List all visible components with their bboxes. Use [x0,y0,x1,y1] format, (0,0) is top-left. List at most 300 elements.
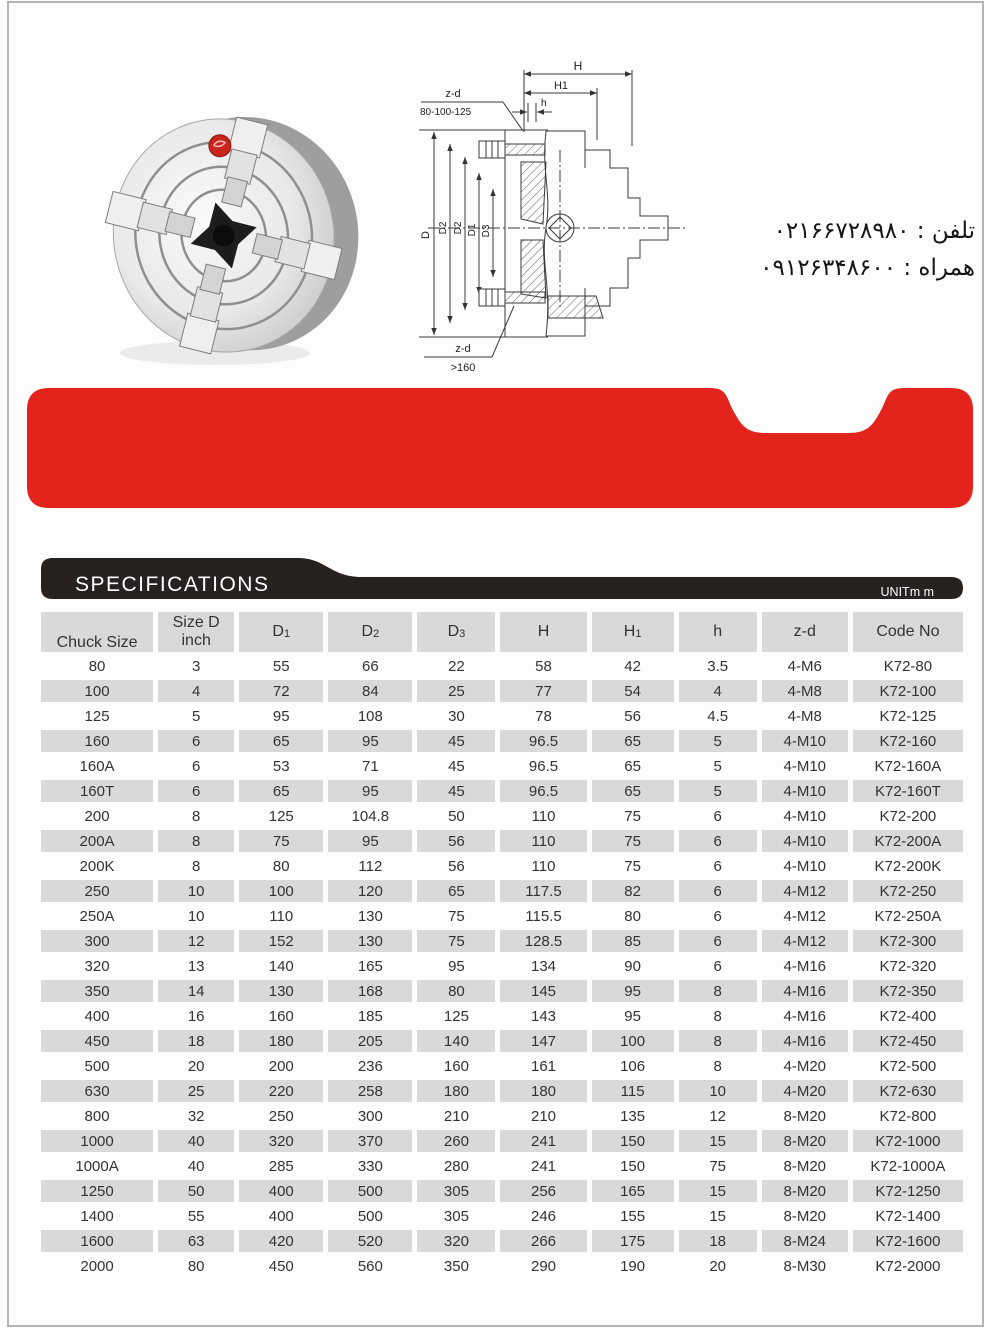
column-header: Size D inch [158,612,234,652]
table-cell: 75 [592,830,674,852]
table-cell: 370 [328,1130,412,1152]
table-cell: 305 [443,1207,469,1225]
table-cell: 160 [443,1057,469,1075]
table-cell: K72-160T [853,780,963,802]
table-cell: 4.5 [707,707,729,725]
table-cell: 100 [239,880,323,902]
table-cell: 1000A [75,1157,119,1175]
table-cell: 236 [357,1057,383,1075]
table-cell: 160T [41,780,153,802]
table-cell: 6 [158,730,234,752]
column-header: Chuck Size [41,612,153,652]
table-cell: 117.5 [500,880,586,902]
table-cell: 65 [239,780,323,802]
table-cell: 16 [187,1007,205,1025]
table-row [41,855,963,877]
spec-table-wrap [36,609,968,1280]
table-cell: 5 [679,780,757,802]
table-cell: 130 [239,980,323,1002]
table-cell: 112 [358,857,383,875]
table-cell: 8 [191,857,201,875]
table-cell: 6 [713,907,722,925]
table-cell: 53 [272,757,290,775]
table-cell: 285 [268,1157,294,1175]
table-cell: 6 [679,830,757,852]
dim-label-D1: D1 [467,223,478,237]
table-cell: 100 [41,680,153,702]
table-cell: 1250 [41,1180,153,1202]
table-row [41,880,963,902]
table-cell: 800 [84,1107,110,1125]
table-cell: 250A [79,907,115,925]
table-row [41,1055,963,1077]
table-cell: 42 [624,657,641,675]
column-header: z-d [762,612,848,652]
table-cell: 115.5 [525,907,562,925]
table-cell: 520 [328,1230,412,1252]
table-cell: 78 [535,707,552,725]
table-cell: 10 [158,880,234,902]
table-cell: 8-M20 [762,1130,848,1152]
table-cell: 110 [500,830,586,852]
dim-label-H1: H1 [553,80,569,92]
phone-line: تلفن : ۰۲۱۶۶۷۲۸۹۸۰ [773,218,975,244]
table-cell: 50 [158,1180,234,1202]
table-cell: K72-200A [853,830,963,852]
table-cell: 95 [448,957,465,975]
table-cell: 180 [500,1080,586,1102]
table-cell: 106 [620,1057,646,1075]
table-cell: 65 [592,730,674,752]
table-cell: 134 [531,957,557,975]
table-cell: K72-320 [879,957,937,975]
table-cell: 50 [448,807,465,825]
table-cell: 45 [417,730,495,752]
table-cell: 82 [592,880,674,902]
specifications-title: SPECIFICATIONS [75,573,270,596]
table-cell: K72-2000 [875,1257,941,1275]
table-cell: K72-100 [853,680,963,702]
table-cell: 20 [709,1257,727,1275]
table-cell: 65 [239,730,323,752]
dim-label-D: D [420,231,432,239]
table-cell: 56 [417,830,495,852]
table-cell: 8-M30 [783,1257,827,1275]
table-row [41,805,963,827]
table-cell: 168 [328,980,412,1002]
table-cell: 5 [191,707,201,725]
table-row [41,1180,963,1202]
table-cell: 500 [84,1057,110,1075]
table-cell: K72-630 [853,1080,963,1102]
table-row [41,830,963,852]
table-cell: 4-M20 [783,1057,827,1075]
table-cell: 128.5 [500,930,586,952]
table-cell: 95 [592,980,674,1002]
table-cell: 6 [679,930,757,952]
table-cell: 84 [328,680,412,702]
table-cell: 18 [158,1030,234,1052]
zd-top-label: z-d [445,88,461,100]
table-cell: 8-M20 [762,1180,848,1202]
table-cell: 4-M20 [762,1080,848,1102]
table-cell: 100 [592,1030,674,1052]
dim-label-D2-inner: D2 [453,221,464,235]
table-cell: 500 [328,1180,412,1202]
table-cell: 320 [417,1230,495,1252]
table-cell: 75 [709,1157,727,1175]
table-cell: 54 [592,680,674,702]
table-row [41,1255,963,1277]
column-header: Code No [853,612,963,652]
table-cell: 40 [158,1130,234,1152]
table-cell: 160 [41,730,153,752]
table-cell: 400 [84,1007,110,1025]
contact-block [600,213,975,287]
table-cell: 56 [448,857,465,875]
table-row [41,1155,963,1177]
table-cell: 8 [158,830,234,852]
table-cell: 300 [357,1107,383,1125]
table-cell: K72-350 [853,980,963,1002]
table-cell: 2000 [80,1257,114,1275]
table-cell: 5 [713,757,722,775]
table-cell: 63 [158,1230,234,1252]
table-cell: 3 [191,657,201,675]
column-header: $H_1$ [592,612,674,652]
table-cell: 8 [191,807,201,825]
table-cell: 320 [239,1130,323,1152]
table-cell: 4-M12 [762,880,848,902]
column-header: $D_1$ [239,612,323,652]
table-cell: 400 [268,1207,294,1225]
spec-table [36,609,968,1280]
table-cell: 75 [624,857,641,875]
column-header: H [500,612,586,652]
table-cell: 147 [500,1030,586,1052]
table-body [41,655,963,1277]
table-cell: 13 [187,957,205,975]
table-cell: 266 [500,1230,586,1252]
table-cell: 185 [357,1007,383,1025]
dim-label-H: H [573,59,583,73]
table-cell: 320 [84,957,110,975]
dim-label-D3: D3 [481,224,492,238]
table-cell: 12 [709,1107,727,1125]
table-cell: 5 [679,730,757,752]
chuck-photo [90,88,392,374]
table-cell: 350 [41,980,153,1002]
table-row [41,705,963,727]
table-cell: 110 [531,857,556,875]
table-row [41,780,963,802]
table-cell: 4-M12 [762,930,848,952]
table-cell: 200 [268,1057,294,1075]
dim-label-D2-outer: D2 [438,221,449,235]
table-row [41,755,963,777]
table-cell: 65 [592,780,674,802]
table-cell: 140 [417,1030,495,1052]
table-cell: 30 [448,707,465,725]
table-cell: 4-M10 [762,780,848,802]
table-cell: 72 [239,680,323,702]
table-cell: 4-M10 [783,807,827,825]
table-cell: 450 [268,1257,294,1275]
table-cell: 14 [158,980,234,1002]
table-cell: K72-1250 [853,1180,963,1202]
table-cell: 135 [620,1107,646,1125]
table-cell: 400 [239,1180,323,1202]
table-cell: 20 [187,1057,205,1075]
table-cell: 500 [357,1207,383,1225]
table-cell: 160 [268,1007,294,1025]
table-cell: 256 [500,1180,586,1202]
table-cell: 65 [417,880,495,902]
table-cell: 250 [268,1107,294,1125]
table-row [41,1130,963,1152]
table-cell: 4 [158,680,234,702]
table-cell: K72-450 [853,1030,963,1052]
table-cell: 8-M20 [783,1107,827,1125]
column-header: $D_2$ [328,612,412,652]
table-cell: 280 [443,1157,469,1175]
table-cell: 58 [535,657,552,675]
zd-top-note: 80-100-125 [420,107,472,118]
table-cell: K72-250 [853,880,963,902]
table-cell: 130 [357,907,383,925]
table-row [41,905,963,927]
table-cell: 4 [679,680,757,702]
table-cell: 6 [713,957,722,975]
table-cell: 241 [531,1157,557,1175]
red-banner [0,380,1000,520]
table-cell: 205 [328,1030,412,1052]
table-cell: 75 [417,930,495,952]
table-cell: 95 [328,780,412,802]
table-cell: 55 [272,657,290,675]
red-banner-shape [27,388,973,508]
table-cell: 1600 [41,1230,153,1252]
dim-label-h: h [541,98,547,109]
table-cell: 85 [592,930,674,952]
table-cell: 290 [531,1257,557,1275]
table-cell: 4-M10 [762,730,848,752]
table-cell: 95 [328,730,412,752]
table-cell: 4-M16 [783,957,827,975]
table-cell: 8-M20 [783,1157,827,1175]
table-cell: K72-400 [879,1007,937,1025]
table-cell: 75 [448,907,465,925]
table-cell: 95 [328,830,412,852]
table-cell: 12 [158,930,234,952]
table-cell: 152 [239,930,323,952]
table-cell: 80 [187,1257,205,1275]
table-cell: 4-M12 [783,907,827,925]
table-cell: K72-500 [879,1057,937,1075]
table-cell: 175 [592,1230,674,1252]
table-cell: 200A [41,830,153,852]
table-cell: 96.5 [500,780,586,802]
table-cell: 4-M16 [762,1030,848,1052]
table-cell: 77 [500,680,586,702]
zd-bottom-note: >160 [450,362,476,374]
table-cell: 90 [624,957,641,975]
table-cell: 4-M16 [783,1007,827,1025]
table-cell: K72-200K [874,857,942,875]
table-cell: K72-1000 [853,1130,963,1152]
specifications-banner [0,550,1000,610]
zd-bottom-label: z-d [455,343,471,355]
table-cell: K72-200 [879,807,937,825]
table-cell: 125 [268,807,294,825]
table-cell: 246 [531,1207,557,1225]
table-cell: 1400 [80,1207,114,1225]
table-cell: 210 [443,1107,469,1125]
table-cell: 155 [620,1207,646,1225]
table-cell: 250 [41,880,153,902]
table-cell: 258 [328,1080,412,1102]
table-cell: 4-M10 [783,757,827,775]
table-cell: 65 [624,757,641,775]
table-cell: 125 [84,707,110,725]
table-cell: 10 [187,907,205,925]
table-cell: 300 [41,930,153,952]
table-cell: 80 [272,857,290,875]
table-cell: 80 [88,657,106,675]
table-cell: 10 [679,1080,757,1102]
table-row [41,1205,963,1227]
table-cell: 80 [624,907,641,925]
table-cell: 110 [531,807,556,825]
table-cell: 8-M20 [783,1207,827,1225]
table-cell: 420 [239,1230,323,1252]
table-cell: 200K [79,857,115,875]
table-row [41,1230,963,1252]
table-row [41,1030,963,1052]
table-cell: 6 [713,857,722,875]
table-cell: K72-1000A [870,1157,946,1175]
table-cell: 115 [592,1080,674,1102]
table-cell: 4-M10 [762,830,848,852]
table-cell: K72-250A [874,907,942,925]
table-cell: 125 [443,1007,469,1025]
table-cell: 450 [41,1030,153,1052]
table-cell: 4-M16 [762,980,848,1002]
table-cell: 150 [592,1130,674,1152]
table-cell: 66 [362,657,379,675]
table-cell: 40 [187,1157,205,1175]
table-cell: 56 [624,707,641,725]
column-header: $D_3$ [417,612,495,652]
table-cell: 140 [268,957,294,975]
table-cell: 4-M8 [787,707,822,725]
table-row [41,730,963,752]
table-cell: 45 [417,780,495,802]
table-row [41,955,963,977]
table-cell: 241 [500,1130,586,1152]
table-cell: 150 [620,1157,646,1175]
table-cell: 180 [417,1080,495,1102]
table-row [41,930,963,952]
table-cell: 4-M6 [787,657,822,675]
column-header: h [679,612,757,652]
table-cell: 210 [531,1107,557,1125]
table-cell: 130 [328,930,412,952]
table-cell: 8 [679,1030,757,1052]
table-cell: 350 [443,1257,469,1275]
table-cell: 8 [679,980,757,1002]
table-row [41,1080,963,1102]
table-row [41,1105,963,1127]
table-cell: 8 [713,1057,722,1075]
table-cell: 560 [357,1257,383,1275]
table-cell: 75 [624,807,641,825]
table-cell: 220 [239,1080,323,1102]
table-cell: K72-1600 [853,1230,963,1252]
table-cell: 15 [679,1180,757,1202]
table-cell: 161 [531,1057,557,1075]
table-row [41,680,963,702]
table-row [41,1005,963,1027]
table-cell: 96.5 [528,757,559,775]
table-cell: 180 [239,1030,323,1052]
table-cell: 145 [500,980,586,1002]
table-cell: 15 [709,1207,727,1225]
table-header-row [41,612,963,652]
table-cell: K72-125 [879,707,937,725]
table-cell: 1000 [41,1130,153,1152]
table-cell: 95 [272,707,290,725]
table-cell: 160A [79,757,115,775]
table-cell: K72-80 [883,657,933,675]
table-cell: 630 [41,1080,153,1102]
table-cell: K72-160 [853,730,963,752]
table-cell: K72-800 [879,1107,937,1125]
table-cell: 108 [357,707,383,725]
table-cell: 45 [448,757,465,775]
table-cell: 4-M8 [762,680,848,702]
table-cell: 3.5 [707,657,729,675]
table-cell: 6 [679,880,757,902]
table-cell: 8 [713,1007,722,1025]
table-cell: 104.8 [351,807,390,825]
table-cell: 190 [620,1257,646,1275]
table-cell: 200 [84,807,110,825]
table-cell: 305 [417,1180,495,1202]
table-cell: 15 [679,1130,757,1152]
table-cell: 32 [187,1107,205,1125]
unit-label: UNITm m [880,585,934,599]
table-cell: 110 [269,907,294,925]
mobile-line: همراه : ۰۹۱۲۶۳۴۸۶۰۰ [760,255,975,281]
table-cell: 120 [328,880,412,902]
table-cell: K72-300 [853,930,963,952]
table-cell: K72-1400 [875,1207,941,1225]
table-cell: 6 [191,757,201,775]
table-cell: 6 [713,807,722,825]
table-cell: 165 [592,1180,674,1202]
table-cell: K72-160A [874,757,942,775]
table-cell: 80 [417,980,495,1002]
table-cell: 96.5 [500,730,586,752]
table-cell: 260 [417,1130,495,1152]
table-cell: 330 [357,1157,383,1175]
table-cell: 95 [624,1007,641,1025]
table-cell: 143 [531,1007,557,1025]
table-cell: 22 [448,657,465,675]
table-cell: 4-M10 [783,857,827,875]
table-cell: 55 [187,1207,205,1225]
